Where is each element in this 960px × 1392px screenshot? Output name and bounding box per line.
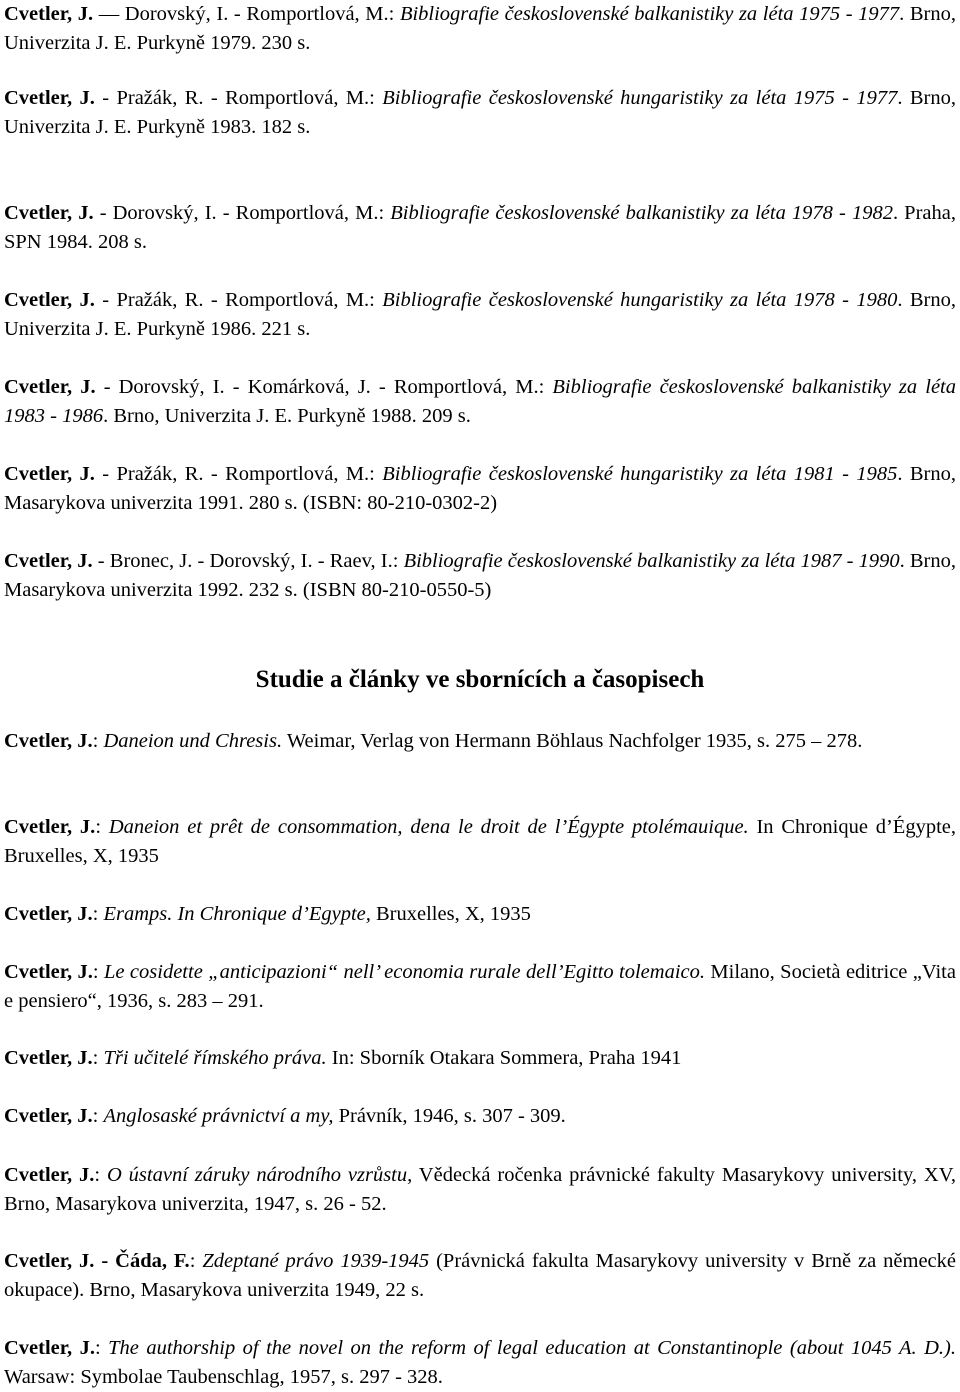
entry-author: Cvetler, J. [4,289,95,311]
entry-publication: . Brno, Masarykova univerzita 1991. 280 s. (ISBN: 80-210-0302-2) [4,463,957,514]
entry-author: Cvetler, J. [4,1164,95,1186]
entry-publication: In Chronique d’Égypte, Bruxelles, X, 1935 [4,816,956,867]
entry-coauthors: - Pražák, R. - Romportlová, M.: [94,463,383,485]
entry-author: Cvetler, J. [4,376,96,398]
entry-title: Daneion und Chresis. [103,730,283,752]
entry-publication: Právník, 1946, s. 307 - 309. [333,1105,566,1127]
entry-coauthors: : [92,961,105,983]
entry-coauthors: : [95,816,109,838]
entry-title: Tři učitelé římského práva. [103,1047,327,1069]
entry-author: Cvetler, J. [4,1337,95,1359]
entry-coauthors: - Dorovský, I. - Komárková, J. - Romportlová, M.: [95,376,553,398]
entry-publication: . Brno, Univerzita J. E. Purkyně 1988. 209 s. [103,405,471,427]
entry-publication: Vědecká ročenka právnické fakulty Masarykovy university, XV, Brno, Masarykova univerzita, 1947, s. 26 - 52. [4,1164,956,1215]
entry-title: Anglosaské právnictví a my, [103,1105,334,1127]
entry-title: Eramps. In Chronique d’Egypte, [103,903,371,925]
entry-title: Bibliografie československé balkanistiky za léta 1975 - 1977 [399,3,900,25]
entry-publication: . Brno, Univerzita J. E. Purkyně 1983. 182 s. [4,87,957,138]
entry-title: Zdeptané právo 1939-1945 [202,1250,430,1272]
bibliography-entry [4,199,956,257]
entry-author: Cvetler, J. [4,816,96,838]
entry-title: Bibliografie československé hungaristiky za léta 1975 - 1977 [382,87,898,109]
section-heading: Studie a články ve sbornících a časopisech [255,666,705,693]
entry-author: Cvetler, J. [4,961,93,983]
entry-coauthors: - Dorovský, I. - Romportlová, M.: [93,202,391,224]
bibliography-entry [4,1247,956,1305]
entry-coauthors: - Pražák, R. - Romportlová, M.: [94,289,383,311]
entry-title: Le cosidette „anticipazioni“ nell’ economia rurale dell’Egitto tolemaico. [104,961,706,983]
bibliography-entry [4,1102,956,1131]
bibliography-entry [4,1044,956,1073]
entry-coauthors: — Dorovský, I. - Romportlová, M.: [93,3,400,25]
entry-publication: . Brno, Masarykova univerzita 1992. 232 s. (ISBN 80-210-0550-5) [4,550,957,601]
entry-title: The authorship of the novel on the reform of legal education at Constantinople (about 1045 A. D.). [108,1337,956,1359]
bibliography-entry [4,286,956,344]
entry-author: Cvetler, J. [4,903,93,925]
entry-publication: Weimar, Verlag von Hermann Böhlaus Nachfolger 1935, s. 275 – 278. [282,730,863,752]
entry-coauthors: - Bronec, J. - Dorovský, I. - Raev, I.: [92,550,404,572]
entry-author: Cvetler, J. [4,463,95,485]
entry-author: Cvetler, J. [4,1105,93,1127]
entry-title: Bibliografie československé balkanistiky za léta 1983 - 1986 [4,376,956,427]
entry-coauthors: : [92,1105,104,1127]
bibliography-entry [4,813,956,871]
entry-publication: . Brno, Univerzita J. E. Purkyně 1979. 230 s. [4,3,957,54]
bibliography-entry [4,727,956,756]
entry-author: Cvetler, J. [4,87,95,109]
bibliography-entry [4,84,956,142]
entry-title: O ústavní záruky národního vzrůstu, [106,1164,413,1186]
entry-author: Cvetler, J. - Čáda, F. [4,1250,190,1272]
entry-coauthors: : [92,903,104,925]
entry-author: Cvetler, J. [4,550,93,572]
entry-title: Bibliografie československé hungaristiky za léta 1981 - 1985 [382,463,898,485]
bibliography-entry [4,1334,956,1392]
bibliography-entry [4,460,956,518]
entry-coauthors: : [94,1164,107,1186]
entry-title: Bibliografie československé hungaristiky za léta 1978 - 1980 [382,289,898,311]
bibliography-entry [4,373,956,431]
entry-author: Cvetler, J. [4,730,93,752]
bibliography-entry [4,900,956,929]
entry-title: Bibliografie československé balkanistiky za léta 1978 - 1982 [390,202,893,224]
entry-coauthors: : [92,730,104,752]
entry-publication: Bruxelles, X, 1935 [370,903,531,925]
entry-author: Cvetler, J. [4,1047,93,1069]
bibliography-entry [4,1161,956,1219]
entry-coauthors: : [94,1337,109,1359]
bibliography-entry [4,0,956,58]
bibliography-entry [4,547,956,605]
entry-coauthors: : [189,1250,203,1272]
entry-publication: . Praha, SPN 1984. 208 s. [4,202,956,253]
entry-title: Daneion et prêt de consommation, dena le droit de l’Égypte ptolémauique. [108,816,749,838]
bibliography-entry [4,958,956,1016]
entry-publication: (Právnická fakulta Masarykovy university v Brně za německé okupace). Brno, Masarykova univerzita 1949, 22 s. [4,1250,956,1301]
entry-publication: Warsaw: Symbolae Taubenschlag, 1957, s. 297 - 328. [4,1366,443,1388]
entry-coauthors: - Pražák, R. - Romportlová, M.: [94,87,383,109]
entry-title: Bibliografie československé balkanistiky za léta 1987 - 1990 [403,550,900,572]
entry-publication: . Brno, Univerzita J. E. Purkyně 1986. 221 s. [4,289,957,340]
entry-coauthors: : [92,1047,104,1069]
entry-publication: In: Sborník Otakara Sommera, Praha 1941 [326,1047,682,1069]
entry-author: Cvetler, J. [4,202,94,224]
entry-author: Cvetler, J. [4,3,94,25]
entry-publication: Milano, Società editrice „Vita e pensiero“, 1936, s. 283 – 291. [4,961,956,1012]
